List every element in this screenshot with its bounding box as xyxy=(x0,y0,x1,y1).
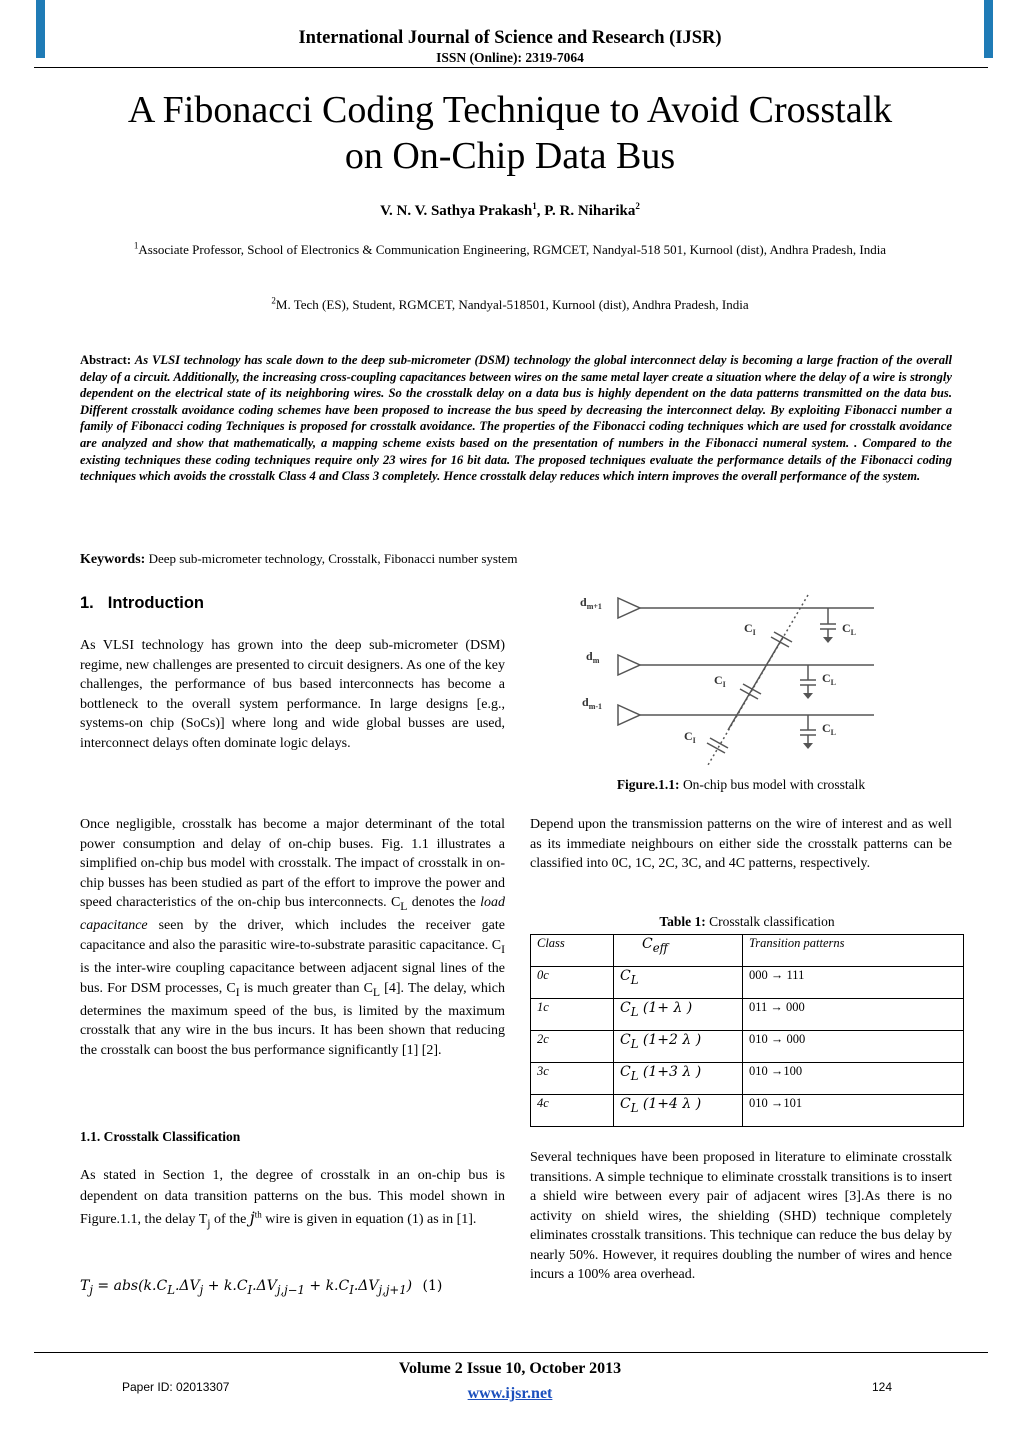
label-dml: $d_{m-1}$ xyxy=(582,695,603,711)
cell-transition: 011 → 000 xyxy=(743,999,964,1031)
cell-transition: 010 →101 xyxy=(743,1095,964,1127)
eq-sub-l: L xyxy=(167,1282,175,1297)
label-ci-3: $C_I$ xyxy=(684,729,696,745)
cell-transition: 010 →100 xyxy=(743,1063,964,1095)
eq-part-5: + k.C xyxy=(304,1278,350,1294)
cell-ceff: $C_L$ xyxy=(614,967,743,999)
table-header-row xyxy=(531,935,964,967)
header-rule xyxy=(34,67,988,68)
eq-lhs: T xyxy=(80,1278,90,1294)
eq-part-6: .ΔV xyxy=(353,1278,379,1294)
right-paragraph-1: Depend upon the transmission patterns on the wire of interest and as well as its immediate neighbours on either side the crosstalk patterns can be classified into 0C, 1C, 2C, 3C, and 4C patterns, respectively. xyxy=(530,817,952,871)
label-dm: $d_m$ xyxy=(586,649,600,665)
driver-m-minus-1 xyxy=(618,705,640,725)
bus-model-figure xyxy=(578,590,878,770)
keywords-label: Keywords: xyxy=(80,552,146,567)
table-row xyxy=(531,1063,964,1095)
label-cl-3: $C_L$ xyxy=(822,721,837,737)
keywords xyxy=(80,551,952,568)
cell-class: 1c xyxy=(531,999,614,1031)
footer-paper-id: Paper ID: 02013307 xyxy=(122,1380,230,1394)
title-line-2: on On-Chip Data Bus xyxy=(344,135,676,177)
authors xyxy=(0,203,1020,220)
eq-sub-i-2: I xyxy=(349,1282,354,1297)
footer-page-number: 124 xyxy=(872,1380,893,1394)
aff2-sup: 2 xyxy=(271,295,276,306)
load-capacitance-term: load capacitance xyxy=(80,895,505,934)
label-cl-1: $C_L$ xyxy=(842,621,857,637)
driver-m-plus-1 xyxy=(618,598,640,618)
eq-part-2: .ΔV xyxy=(174,1278,200,1294)
cell-class: 2c xyxy=(531,1031,614,1063)
header-ceff: $C_{eff}$ xyxy=(614,935,743,967)
table-caption-text: Crosstalk classification xyxy=(705,914,835,929)
table-row xyxy=(531,999,964,1031)
j-symbol: j xyxy=(249,1208,255,1227)
label-dm1: $d_{m+1}$ xyxy=(580,595,602,611)
affiliation-1 xyxy=(70,241,950,259)
section-heading xyxy=(80,594,218,613)
class-p-s1: As stated in Section 1, the degree of crosstalk in an on-chip bus is dependent on data transition patterns on the bus. This model shown in Figure.1.1, the delay T xyxy=(80,1168,505,1227)
eq-sub-jp1: j,j+1 xyxy=(378,1282,407,1297)
author-2: P. R. Niharika xyxy=(544,203,636,219)
journal-name: International Journal of Science and Research (IJSR) xyxy=(298,28,722,48)
abstract-text: As VLSI technology has scale down to the deep sub-micrometer (DSM) technology the global interconnect delay is becoming a large fraction of the overall delay of a circuit. Additionally, the increasing cross-coupling capacitances between wires on the same metal layer create a situation where the delay of a wire is strongly dependent on the electrical state of its neighboring wires. So the crosstalk delay on a data bus is highly dependent on the data patterns transmitted on the data bus. Different crosstalk avoidance coding schemes have been proposed to increase the bus speed by decreasing the interconnect delay. By exploiting Fibonacci number a family of Fibonacci coding Techniques is proposed for crosstalk avoidance. The properties of the Fibonacci coding techniques which are used for crosstalk avoidance are analyzed and show that mathematically, a mapping scheme exists based on the presentation of numbers in the Fibonacci numeral system. . Compared to the existing techniques these coding techniques require only 23 wires for 16 bit data. The proposed techniques evaluate the performance details of the Fibonacci coding techniques which avoids the crosstalk Class 4 and Class 3 completely. Hence crosstalk delay reduces which intern improves the overall performance of the system. xyxy=(80,353,952,484)
sub-i: I xyxy=(501,942,505,956)
sub-l-2: L xyxy=(372,985,381,999)
table-caption-label: Table 1: xyxy=(659,914,706,929)
aff1-text: Associate Professor, School of Electronics & Communication Engineering, RGMCET, Nandyal-518 501, Kurnool (dist), Andhra Pradesh, India xyxy=(138,242,887,257)
classification-paragraph xyxy=(80,1165,505,1234)
eq-number: (1) xyxy=(422,1278,443,1294)
label-cl-2: $C_L$ xyxy=(822,671,837,687)
eq-part-4: .ΔV xyxy=(252,1278,277,1294)
title-line-1: A Fibonacci Coding Technique to Avoid Crosstalk xyxy=(127,89,893,131)
table-row xyxy=(531,1031,964,1063)
cell-class: 0c xyxy=(531,967,614,999)
affiliation-2 xyxy=(70,296,950,314)
author-1: V. N. V. Sathya Prakash xyxy=(380,203,533,219)
class-p-s2: of the xyxy=(210,1212,250,1227)
intro-p2-s1: Once negligible, crosstalk has become a major determinant of the total power consumption and delay of on-chip buses. Fig. 1.1 illustrates a simplified on-chip bus model with crosstalk. The impact of crosstalk in on-chip busses has been studied as part of the effort to improve the power and speed characteristics of the on-chip bus interconnects. C xyxy=(80,817,505,910)
label-ci-1: $C_I$ xyxy=(744,621,756,637)
eq-close: ) xyxy=(406,1278,413,1294)
author-1-sup: 1 xyxy=(532,201,537,211)
cell-class: 3c xyxy=(531,1063,614,1095)
ground-icon-3 xyxy=(803,743,813,749)
ground-icon-2 xyxy=(803,693,813,699)
cell-ceff: $C_L$ (1+4 λ ) xyxy=(614,1095,743,1127)
eq-sub-jm1: j,j−1 xyxy=(276,1282,305,1297)
intro-p2-s5: is much greater than C xyxy=(239,980,373,996)
intro-paragraph-1: As VLSI technology has grown into the deep sub-micrometer (DSM) regime, new challenges are presented to circuit designers. As one of the key challenges, the performance of bus based interconnects has become a bottleneck to the overall system performance. In large designs [e.g., systems-on chip (SoCs)] where long and wide global busses are used, interconnect delays often dominate logic delays. xyxy=(80,638,505,751)
aff1-sup: 1 xyxy=(133,240,139,251)
right-paragraph-2: Several techniques have been proposed in literature to eliminate crosstalk transitions. A simple technique to eliminate crosstalk transitions is to insert a shield wire between every pair of adjacent wires [3].As there is no activity on shield wires, the shielding (SHD) technique completely eliminates crosstalk transitions. This technique can reduce the bus delay by nearly 50%. However, it requires doubling the number of wires and hence incurs a 100% area overhead. xyxy=(530,1150,952,1282)
driver-m xyxy=(618,655,640,675)
label-ci-2: $C_I$ xyxy=(714,673,726,689)
coupling-line xyxy=(728,637,783,730)
equation-1 xyxy=(80,1278,480,1297)
intro-p2-s6: [4]. The delay, which determines the maximum speed of the bus, is limited by the maximum crosstalk that any wire in the bus incurs. It has been shown that reducing the crosstalk can boost the bus performance significantly [1] [2]. xyxy=(80,980,505,1058)
abstract-label: Abstract: xyxy=(80,353,132,367)
table-row xyxy=(531,967,964,999)
eq-sub-i: I xyxy=(247,1282,253,1297)
cell-transition: 000 → 111 xyxy=(743,967,964,999)
header-class: Class xyxy=(531,935,614,967)
intro-p2-s2: denotes the xyxy=(407,895,481,910)
subsection-heading: 1.1. Crosstalk Classification xyxy=(80,1129,241,1144)
eq-sub-j: j xyxy=(199,1282,204,1297)
cell-ceff: $C_L$ (1+ λ ) xyxy=(614,999,743,1031)
cell-transition: 010 → 000 xyxy=(743,1031,964,1063)
figure-caption-label: Figure.1.1: xyxy=(616,777,680,792)
footer-volume: Volume 2 Issue 10, October 2013 xyxy=(398,1360,622,1377)
table-row xyxy=(531,1095,964,1127)
th-sup: th xyxy=(254,1209,262,1220)
sub-l: L xyxy=(400,899,408,913)
author-2-sup: 2 xyxy=(635,201,640,211)
figure-caption-text: On-chip bus model with crosstalk xyxy=(679,777,866,792)
journal-issn: ISSN (Online): 2319-7064 xyxy=(436,50,584,65)
sub-j: j xyxy=(207,1216,211,1230)
eq-lhs-sub: j xyxy=(89,1282,93,1297)
eq-part-1: = abs(k.C xyxy=(92,1278,168,1294)
section-title: Introduction xyxy=(107,594,204,612)
author-sep: , xyxy=(536,203,545,219)
section-number: 1. xyxy=(80,594,94,612)
intro-paragraph-2 xyxy=(80,815,505,1060)
crosstalk-table xyxy=(530,934,964,1127)
keywords-text: Deep sub-micrometer technology, Crosstalk, Fibonacci number system xyxy=(148,551,518,566)
header-transition: Transition patterns xyxy=(743,935,964,967)
aff2-text: M. Tech (ES), Student, RGMCET, Nandyal-518501, Kurnool (dist), Andhra Pradesh, India xyxy=(275,297,749,312)
intro-p2-s4: is the inter-wire coupling capacitance between adjacent signal lines of the bus. For DSM processes, C xyxy=(80,961,505,996)
class-p-s3: wire is given in equation (1) as in [1]. xyxy=(261,1212,477,1227)
abstract xyxy=(80,352,952,485)
paper-title xyxy=(0,87,1020,179)
eq-part-3: + k.C xyxy=(203,1278,248,1294)
table-caption xyxy=(530,914,964,930)
cell-ceff: $C_L$ (1+2 λ ) xyxy=(614,1031,743,1063)
cell-ceff: $C_L$ (1+3 λ ) xyxy=(614,1063,743,1095)
intro-p2-s3: seen by the driver, which includes the receiver gate capacitance and also the parasitic wire-to-substrate parasitic capacitance. C xyxy=(80,918,505,953)
footer-url-link[interactable]: www.ijsr.net xyxy=(467,1385,553,1402)
sub-i-2: I xyxy=(235,985,240,999)
footer-rule xyxy=(34,1352,988,1353)
figure-caption xyxy=(530,777,952,793)
cell-class: 4c xyxy=(531,1095,614,1127)
ground-icon-1 xyxy=(823,637,833,643)
